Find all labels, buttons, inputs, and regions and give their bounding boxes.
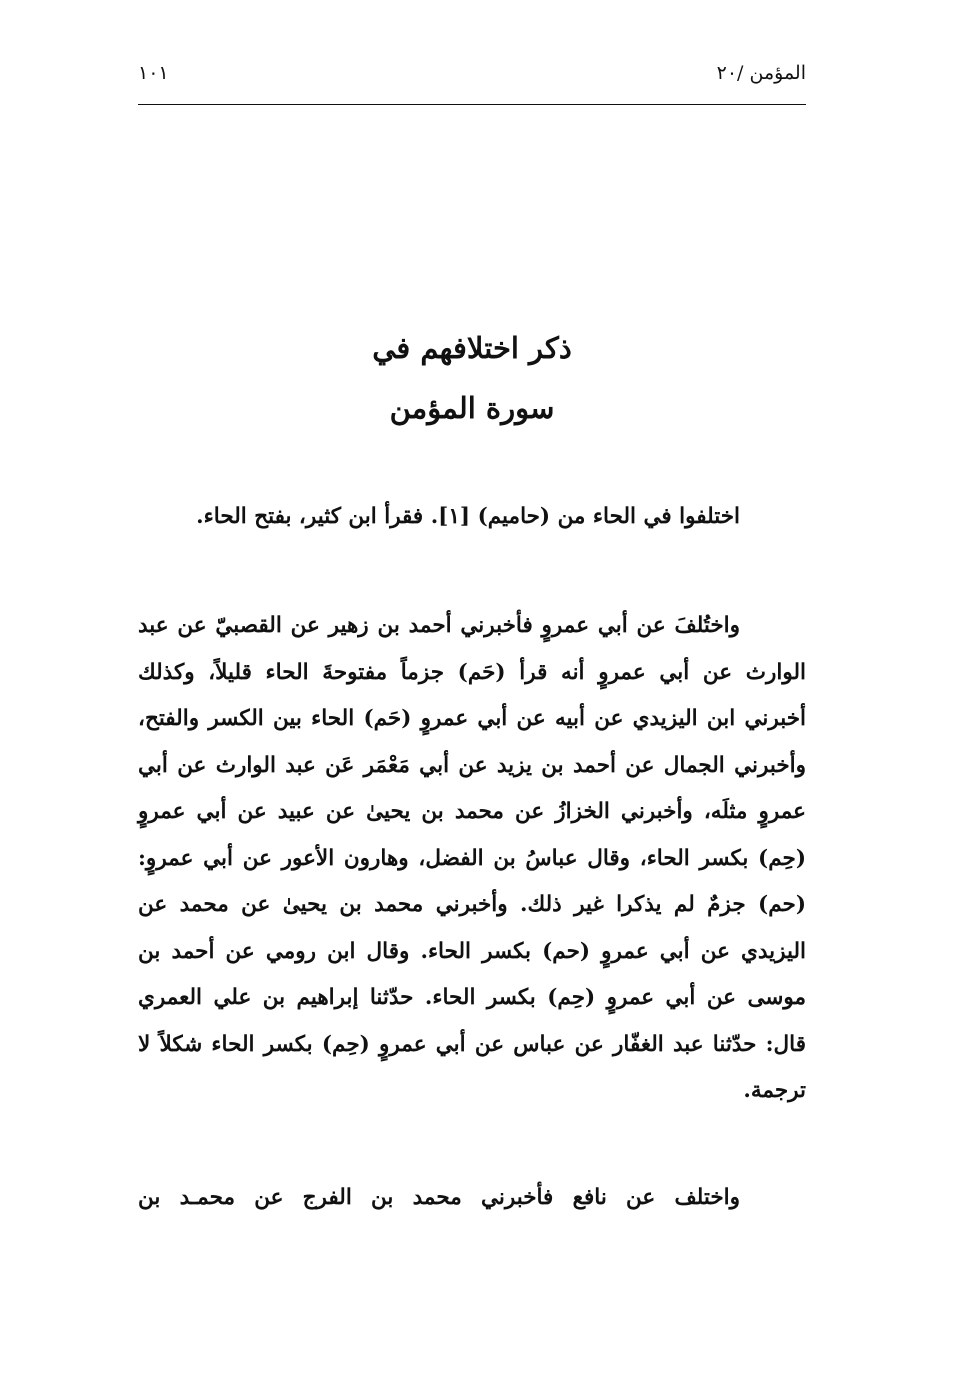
section-title <box>138 318 806 438</box>
paragraph-2-block <box>138 603 806 1115</box>
page-number: ١٠١ <box>138 62 169 84</box>
chapter-label: المؤمن /٢٠ <box>716 62 806 84</box>
running-header <box>138 58 806 88</box>
paragraph-1-block <box>138 494 806 541</box>
header-rule <box>138 104 806 105</box>
paragraph-3-block <box>138 1175 806 1222</box>
title-line-2: سورة المؤمن <box>389 391 555 425</box>
title-line-1: ذكر اختلافهم في <box>372 331 572 365</box>
paragraph: واختلف عن نافع فأخبرني محمد بن الفرج عن محمـد بن <box>138 1185 740 1210</box>
paragraph: اختلفوا في الحاء من (حاميم) [١]. فقرأ ابن كثير، بفتح الحاء. <box>196 504 740 529</box>
paragraph: واختُلفَ عن أبي عمروٍ فأخبرني أحمد بن زهير عن القصبيّ عن عبد الوارث عن أبي عمروٍ أنه قرأ (حَم) جزماً مفتوحةَ الحاء قليلاً، وكذلك أخبرني ابن اليزيدي عن أبيه عن أبي عمروٍ (حَم) الحاء بين الكسر والفتح، وأخبرني الجمال عن أحمد بن يزيد عن أبي مَعْمَر عَن عبد الوارث عن أبي عمروٍ مثلَه، وأخبرني الخزازُ عن محمد بن يحيىٰ عن عبيد عن أبي عمروٍ (حِم) بكسر الحاء، وقال عباسُ بن الفضل، وهارون الأعور عن أبي عمروٍ: (حم) جزمٌ لم يذكرا غير ذلك. وأخبرني محمد بن يحيىٰ عن محمد عن اليزيدي عن أبي عمروٍ (حم) بكسر الحاء. وقال ابن رومي عن أحمد بن موسى عن أبي عمروٍ (حِم) بكسر الحاء. حدّثنا إبراهيم بن علي العمري قال: حدّثنا عبد الغفّار عن عباس عن أبي عمروٍ (حِم) بكسر الحاء شكلاً لا ترجمة. <box>138 613 806 1103</box>
